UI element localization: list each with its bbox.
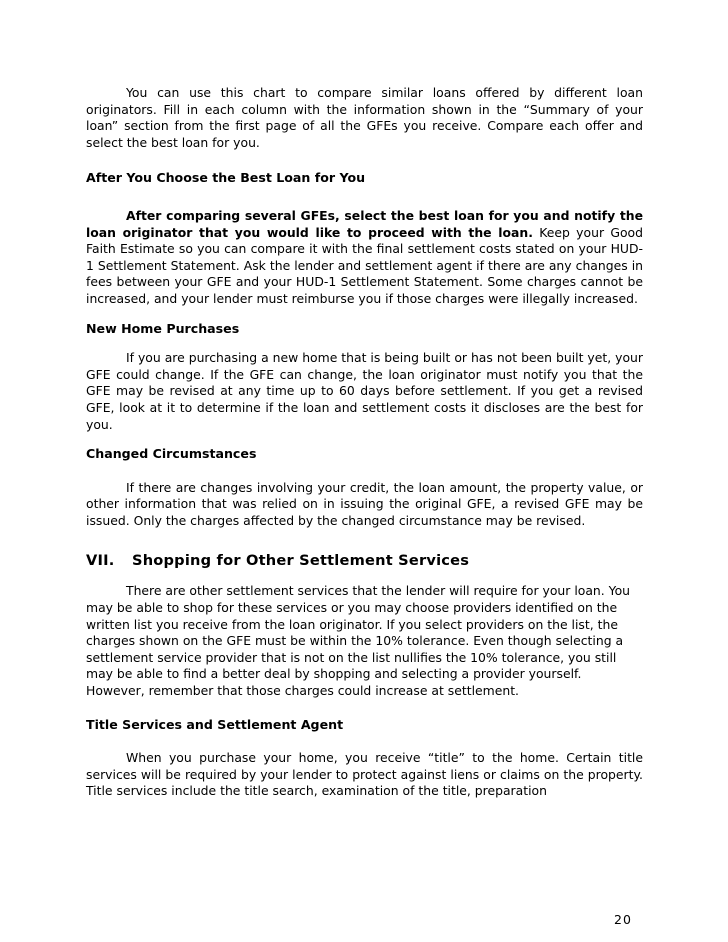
section-vii-paragraph: There are other settlement services that the lender will require for your loan. You may be able to shop for these services or you may choose providers identified on the written list you receive from the loan originator. If you select providers on the list, the charges shown on the GFE must be within the 10% tolerance. Even though selecting a settlement service provider that is not on the list nullifies the 10% tolerance, you still may be able to find a better deal by shopping and selecting a provider yourself. However, remember that those charges could increase at settlement. bbox=[86, 583, 631, 699]
after-choose-bold-lead: After comparing several GFEs, select the best loan for you and notify the loan originator that you would like to proceed with the loan. bbox=[86, 207, 643, 240]
section-title: Shopping for Other Settlement Services bbox=[132, 552, 470, 570]
page-number: 20 bbox=[614, 912, 632, 927]
heading-title-services: Title Services and Settlement Agent bbox=[86, 716, 344, 732]
intro-paragraph: You can use this chart to compare similar loans offered by different loan originators. Fill in each column with the information shown in the “Summary of your loan” section from the first page of all the GFEs you receive. Compare each offer and select the best loan for you. bbox=[86, 85, 643, 150]
heading-new-home: New Home Purchases bbox=[86, 320, 240, 336]
after-choose-paragraph bbox=[86, 208, 643, 308]
after-choose-rest: Keep your Good Faith Estimate so you can compare it with the final settlement costs stated on your HUD-1 Settlement Statement. Ask the lender and settlement agent if there are any changes in fees between your GFE and your HUD-1 Settlement Statement. Some charges cannot be increased, and your lender must reimburse you if those charges were illegally increased. bbox=[86, 224, 643, 306]
heading-after-choose: After You Choose the Best Loan for You bbox=[86, 170, 366, 186]
document-page bbox=[86, 80, 643, 800]
title-services-paragraph: When you purchase your home, you receive “title” to the home. Certain title services will be required by your lender to protect against liens or claims on the property. Title services include the title search, examination of the title, preparation bbox=[86, 750, 643, 799]
section-number: VII. bbox=[86, 552, 115, 570]
heading-changed-circumstances: Changed Circumstances bbox=[86, 446, 257, 462]
new-home-paragraph: If you are purchasing a new home that is being built or has not been built yet, your GFE could change. If the GFE can change, the loan originator must notify you that the GFE may be revised at any time up to 60 days before settlement. If you get a revised GFE, look at it to determine if the loan and settlement costs it discloses are the best for you. bbox=[86, 350, 643, 432]
changed-circumstances-paragraph: If there are changes involving your credit, the loan amount, the property value, or other information that was relied on in issuing the original GFE, a revised GFE may be issued. Only the charges affected by the changed circumstance may be revised. bbox=[86, 479, 643, 528]
section-heading-vii bbox=[86, 552, 643, 570]
